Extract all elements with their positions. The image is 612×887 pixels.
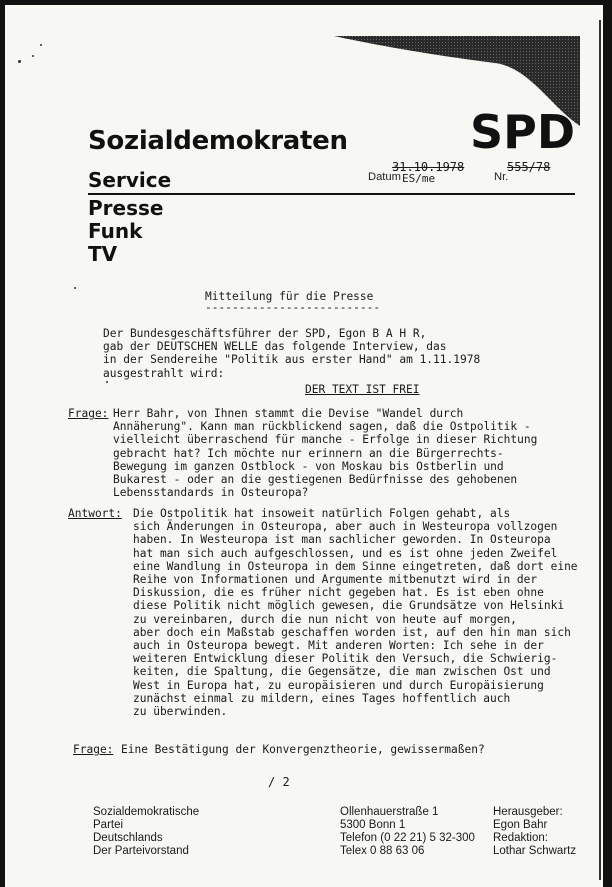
scan-speck — [40, 44, 42, 46]
intro-line: Der Bundesgeschäftsführer der SPD, Egon B A H R, — [103, 327, 427, 340]
footer-address — [340, 806, 475, 858]
scan-edge-right — [603, 0, 612, 887]
q1-line: Bukarest - oder an die gestiegenen Bedürfnisse des gehobenen — [113, 473, 518, 487]
footer-org-line: Partei — [93, 819, 124, 831]
intro-paragraph — [103, 327, 543, 380]
a1-line: zunächst einmal zu mildern, eines Tages hoffentlich auch — [133, 691, 511, 705]
a1-line: sich Änderungen in Osteuropa, aber auch in Westeuropa vollzogen — [133, 520, 558, 534]
a1-line: zu überwinden. — [133, 705, 228, 719]
footer-org-line: Sozialdemokratische — [93, 806, 200, 818]
number-label: Nr. — [494, 171, 509, 183]
a1-line: West in Europa hat, zu europäisieren und durch Europäisierung — [133, 678, 544, 692]
title-underline: -------------------------- — [205, 301, 381, 314]
footer-publisher — [493, 806, 576, 858]
question-1-text — [113, 407, 553, 499]
header-rule — [88, 193, 575, 195]
footer-address-line: 5300 Bonn 1 — [340, 819, 406, 831]
a1-line: aber doch ein Maßstab geschaffen worden ist, auf den hin man sich — [133, 625, 571, 639]
scan-speck — [74, 287, 76, 289]
a1-line: Diskussion, die es früher nicht gegeben hat. Es ist eben ohne — [133, 586, 544, 600]
document-title: Mitteilung für die Presse — [205, 290, 374, 303]
nav-presse: Presse — [88, 196, 164, 220]
spd-logo — [330, 8, 580, 158]
scan-edge-line — [599, 20, 601, 880]
footer-address-line: Telefon (0 22 21) 5 32-300 — [340, 832, 475, 844]
question-2-label: Frage: — [73, 743, 114, 756]
answer-1-label: Antwort: — [68, 507, 122, 520]
a1-line: auch in Osteuropa bewegt. Mit anderen Worten: Ich sehe in der — [133, 639, 544, 653]
footer-publisher-line: Egon Bahr — [493, 819, 548, 831]
footer-organization — [93, 806, 199, 858]
q1-line: Bewegung im ganzen Ostblock - von Moskau bis Ostberlin und — [113, 459, 504, 473]
scan-speck — [32, 55, 34, 57]
footer-publisher-line: Redaktion: — [493, 832, 548, 844]
a1-line: zu vereinbaren, durch die nun nicht von heute auf morgen, — [133, 612, 517, 626]
initials: ES/me — [402, 172, 436, 185]
nav-tv: TV — [88, 242, 118, 266]
footer-address-line: Ollenhauerstraße 1 — [340, 806, 439, 818]
footer-publisher-line: Herausgeber: — [493, 806, 563, 818]
intro-line: gab der DEUTSCHEN WELLE das folgende Interview, das — [103, 340, 447, 354]
date-label: Datum — [368, 171, 401, 183]
question-1-label: Frage: — [68, 407, 109, 420]
a1-line: weiteren Entwicklung dieser Politik den Versuch, die Schwierig- — [133, 652, 558, 666]
scan-speck — [18, 60, 21, 63]
page-marker: / 2 — [268, 775, 290, 789]
footer-org-line: Deutschlands — [93, 832, 163, 844]
nav-service: Service — [88, 168, 172, 192]
q1-line: Herr Bahr, von Ihnen stammt die Devise "Wandel durch — [113, 407, 464, 420]
a1-line: eine Wandlung in Osteuropa in dem Sinne eingetreten, daß dort eine — [133, 559, 578, 573]
a1-line: diese Politik nicht möglich gewesen, die Grundsätze von Helsinki — [133, 599, 565, 613]
question-2-text: Eine Bestätigung der Konvergenztheorie, gewissermaßen? — [121, 743, 485, 756]
a1-line: keiten, die Spaltung, die Gegensätze, die man zwischen Ost und — [133, 665, 551, 679]
a1-line: Reihe von Informationen und Argumente mitbenutzt wird in der — [133, 573, 538, 587]
release-note: DER TEXT IST FREI — [305, 383, 420, 396]
a1-line: hat man sich auch aufgeschlossen, und es ist ohne jeden Zweifel — [133, 546, 558, 560]
footer-address-line: Telex 0 88 63 06 — [340, 845, 425, 857]
q1-line: gebracht hat? Ich möchte nur erinnern an die Bürgerrechts- — [113, 446, 504, 460]
a1-line: haben. In Westeuropa ist man sachlicher geworden. In Osteuropa — [133, 533, 551, 547]
scan-edge-left — [0, 0, 5, 887]
intro-line: ausgestrahlt wird: — [103, 366, 225, 380]
q1-line: Annäherung". Kann man rückblickend sagen, daß die Ostpolitik - — [113, 420, 531, 434]
answer-1-text — [133, 507, 578, 719]
logo-text: SPD — [470, 105, 576, 158]
brand-title: Sozialdemokraten — [88, 126, 348, 156]
number-value: 555/78 — [507, 160, 551, 174]
footer-org-line: Der Parteivorstand — [93, 845, 189, 857]
q1-line: Lebensstandards in Osteuropa? — [113, 486, 309, 500]
footer-publisher-line: Lothar Schwartz — [493, 845, 577, 857]
intro-line: in der Sendereihe "Politik aus erster Hand" am 1.11.1978 — [103, 353, 481, 367]
date-value: 31.10.1978 — [392, 160, 465, 174]
a1-line: Die Ostpolitik hat insoweit natürlich Folgen gehabt, als — [133, 507, 511, 520]
scan-edge-top — [0, 0, 612, 5]
nav-funk: Funk — [88, 219, 143, 243]
q1-line: vielleicht überraschend für manche - Erfolge in dieser Richtung — [113, 433, 538, 447]
scan-speck — [106, 381, 108, 383]
